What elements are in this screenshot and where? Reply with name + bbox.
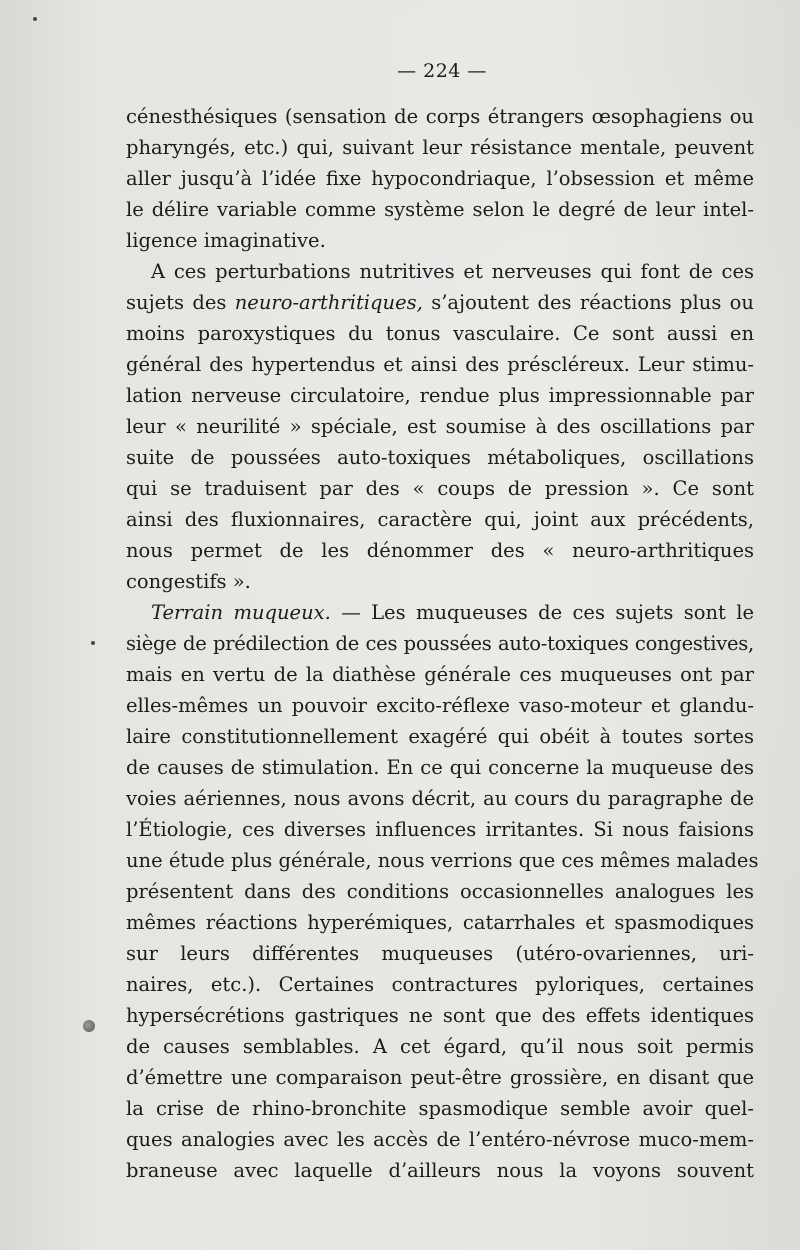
text-run: voies aériennes, nous avons décrit, au cours du paragraphe de [126, 787, 754, 810]
text-line [126, 194, 754, 225]
text-run: A ces perturbations nutritives et nerveuses qui font de ces [151, 260, 754, 283]
text-line [126, 442, 754, 473]
text-line [126, 349, 754, 380]
text-line [126, 535, 754, 566]
ink-speck [33, 17, 37, 21]
text-run: aller jusqu’à l’idée fixe hypocondriaque, l’obsession et même [126, 167, 754, 190]
text-line [126, 411, 754, 442]
text-run: leur « neurilité » spéciale, est soumise à des oscillations par [126, 415, 754, 438]
text-run: l’Étiologie, ces diverses influences irritantes. Si nous faisions [126, 818, 754, 841]
text-run: moins paroxystiques du tonus vasculaire. Ce sont aussi en [126, 322, 754, 345]
text-line [126, 287, 754, 318]
text-line [126, 628, 754, 659]
text-run: pharyngés, etc.) qui, suivant leur résistance mentale, peuvent [126, 136, 754, 159]
text-line [126, 752, 754, 783]
text-line [126, 783, 754, 814]
text-run: congestifs ». [126, 570, 251, 593]
text-line [126, 101, 754, 132]
text-line [126, 907, 754, 938]
text-line [126, 132, 754, 163]
text-run: braneuse avec laquelle d’ailleurs nous la voyons souvent [126, 1159, 754, 1182]
text-run: siège de prédilection de ces poussées auto-toxiques congestives, [126, 632, 754, 655]
text-line [126, 876, 754, 907]
text-line [126, 473, 754, 504]
text-line [126, 1031, 754, 1062]
text-run: général des hypertendus et ainsi des préscléreux. Leur stimu- [126, 353, 754, 376]
text-line [126, 256, 754, 287]
text-line [126, 566, 754, 597]
italic-run: Terrain muqueux. [151, 601, 331, 624]
text-run: lation nerveuse circulatoire, rendue plus impressionnable par [126, 384, 754, 407]
text-run: naires, etc.). Certaines contractures pyloriques, certaines [126, 973, 754, 996]
text-line [126, 1000, 754, 1031]
text-line [126, 659, 754, 690]
text-run: qui se traduisent par des « coups de pression ». Ce sont [126, 477, 754, 500]
text-line [126, 504, 754, 535]
text-run: laire constitutionnellement exagéré qui obéit à toutes sortes [126, 725, 754, 748]
text-line [126, 938, 754, 969]
text-run: elles-mêmes un pouvoir excito-réflexe vaso-moteur et glandu- [126, 694, 754, 717]
text-run: ainsi des fluxionnaires, caractère qui, joint aux précédents, [126, 508, 754, 531]
text-run: ligence imaginative. [126, 229, 326, 252]
text-line [126, 225, 754, 256]
text-line [126, 690, 754, 721]
text-run: de causes de stimulation. En ce qui concerne la muqueuse des [126, 756, 754, 779]
page-number: — 224 — [397, 60, 487, 82]
text-line [126, 597, 754, 628]
paper-hole [83, 1020, 95, 1032]
text-run: la crise de rhino-bronchite spasmodique semble avoir quel- [126, 1097, 754, 1120]
text-run: ques analogies avec les accès de l’entéro-névrose muco-mem- [126, 1128, 754, 1151]
text-run: suite de poussées auto-toxiques métaboliques, oscillations [126, 446, 754, 469]
text-line [126, 1124, 754, 1155]
text-run: s’ajoutent des réactions plus ou [422, 291, 754, 314]
text-run: d’émettre une comparaison peut-être grossière, en disant que [126, 1066, 754, 1089]
text-run: sujets des [126, 291, 235, 314]
italic-run: neuro-arthritiques, [234, 291, 423, 314]
ink-speck [91, 641, 95, 645]
text-line [126, 721, 754, 752]
text-line [126, 845, 759, 876]
text-line [126, 969, 754, 1000]
text-run: mais en vertu de la diathèse générale ces muqueuses ont par [126, 663, 754, 686]
text-run: mêmes réactions hyperémiques, catarrhales et spasmodiques [126, 911, 754, 934]
text-run: le délire variable comme système selon le degré de leur intel- [126, 198, 754, 221]
text-line [126, 163, 754, 194]
text-run: nous permet de les dénommer des « neuro-arthritiques [126, 539, 754, 562]
text-line [126, 318, 754, 349]
text-run: — Les muqueuses de ces sujets sont le [330, 601, 754, 624]
text-run: une étude plus générale, nous verrions que ces mêmes malades [126, 849, 759, 872]
text-line [126, 1062, 754, 1093]
text-run: présentent dans des conditions occasionnelles analogues les [126, 880, 754, 903]
text-line [126, 1093, 754, 1124]
body-text [126, 101, 759, 1186]
text-run: cénesthésiques (sensation de corps étrangers œsophagiens ou [126, 105, 754, 128]
text-run: de causes semblables. A cet égard, qu’il nous soit permis [126, 1035, 754, 1058]
text-line [126, 814, 754, 845]
text-run: hypersécrétions gastriques ne sont que des effets identiques [126, 1004, 754, 1027]
text-line [126, 380, 754, 411]
text-line [126, 1155, 754, 1186]
text-run: sur leurs différentes muqueuses (utéro-ovariennes, uri- [126, 942, 754, 965]
